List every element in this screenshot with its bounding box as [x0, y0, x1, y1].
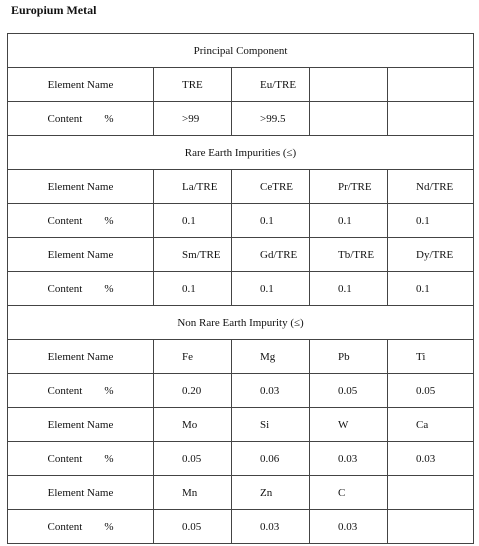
element-name-cell: Pr/TRE: [310, 170, 388, 204]
content-value: [310, 102, 388, 136]
content-label: Content: [47, 520, 83, 533]
element-name-row: [8, 408, 474, 442]
element-name-cell: CeTRE: [232, 170, 310, 204]
element-name-cell: Fe: [154, 340, 232, 374]
element-name-label: Element Name: [8, 340, 154, 374]
content-row: [8, 204, 474, 238]
element-name-cell: [388, 476, 474, 510]
element-name-row: [8, 68, 474, 102]
content-value: 0.1: [310, 204, 388, 238]
element-name-cell: Sm/TRE: [154, 238, 232, 272]
element-name-cell: Ti: [388, 340, 474, 374]
element-name-cell: [310, 68, 388, 102]
content-value: [388, 102, 474, 136]
section-heading: Rare Earth Impurities (≤): [8, 136, 474, 170]
content-unit: %: [104, 282, 114, 295]
element-name-label: Element Name: [8, 476, 154, 510]
element-name-cell: Mn: [154, 476, 232, 510]
content-value: 0.1: [232, 204, 310, 238]
element-name-label: Element Name: [8, 238, 154, 272]
element-name-row: [8, 238, 474, 272]
content-value: 0.1: [232, 272, 310, 306]
content-label: Content: [47, 282, 83, 295]
element-name-cell: Pb: [310, 340, 388, 374]
content-value: 0.05: [310, 374, 388, 408]
element-name-row: [8, 170, 474, 204]
content-value: 0.1: [154, 204, 232, 238]
section-heading: Principal Component: [8, 34, 474, 68]
content-value: 0.1: [388, 272, 474, 306]
section-heading: Non Rare Earth Impurity (≤): [8, 306, 474, 340]
element-name-cell: Eu/TRE: [232, 68, 310, 102]
element-name-cell: Nd/TRE: [388, 170, 474, 204]
element-name-row: [8, 340, 474, 374]
element-name-label: Element Name: [8, 170, 154, 204]
content-label-cell: [8, 510, 154, 544]
content-value: 0.1: [388, 204, 474, 238]
element-name-cell: Si: [232, 408, 310, 442]
content-label-cell: [8, 374, 154, 408]
content-value: 0.03: [232, 510, 310, 544]
element-name-cell: W: [310, 408, 388, 442]
content-label: Content: [47, 452, 83, 465]
content-value: 0.05: [154, 442, 232, 476]
element-name-cell: [388, 68, 474, 102]
content-label: Content: [47, 214, 83, 227]
content-row: [8, 510, 474, 544]
element-name-cell: Mg: [232, 340, 310, 374]
composition-table: [7, 33, 474, 544]
section-heading-row: [8, 34, 474, 68]
content-label: Content: [47, 112, 83, 125]
element-name-cell: Gd/TRE: [232, 238, 310, 272]
content-value: 0.1: [310, 272, 388, 306]
section-heading-row: [8, 136, 474, 170]
content-value: 0.03: [310, 510, 388, 544]
content-value: >99.5: [232, 102, 310, 136]
document-title: Europium Metal: [11, 3, 97, 17]
content-row: [8, 102, 474, 136]
element-name-label: Element Name: [8, 68, 154, 102]
content-label-cell: [8, 442, 154, 476]
content-value: [388, 510, 474, 544]
element-name-cell: Zn: [232, 476, 310, 510]
content-unit: %: [104, 112, 114, 125]
section-heading-row: [8, 306, 474, 340]
element-name-cell: Mo: [154, 408, 232, 442]
content-unit: %: [104, 520, 114, 533]
content-label-cell: [8, 204, 154, 238]
element-name-cell: C: [310, 476, 388, 510]
content-unit: %: [104, 452, 114, 465]
element-name-label: Element Name: [8, 408, 154, 442]
content-value: 0.03: [388, 442, 474, 476]
content-row: [8, 272, 474, 306]
content-row: [8, 374, 474, 408]
element-name-cell: TRE: [154, 68, 232, 102]
content-value: 0.03: [310, 442, 388, 476]
content-value: 0.20: [154, 374, 232, 408]
content-row: [8, 442, 474, 476]
content-unit: %: [104, 214, 114, 227]
content-label-cell: [8, 272, 154, 306]
element-name-cell: Ca: [388, 408, 474, 442]
content-value: 0.03: [232, 374, 310, 408]
content-label: Content: [47, 384, 83, 397]
element-name-row: [8, 476, 474, 510]
content-value: 0.06: [232, 442, 310, 476]
content-value: 0.05: [388, 374, 474, 408]
content-value: >99: [154, 102, 232, 136]
element-name-cell: Tb/TRE: [310, 238, 388, 272]
element-name-cell: La/TRE: [154, 170, 232, 204]
content-value: 0.1: [154, 272, 232, 306]
element-name-cell: Dy/TRE: [388, 238, 474, 272]
content-unit: %: [104, 384, 114, 397]
content-value: 0.05: [154, 510, 232, 544]
content-label-cell: [8, 102, 154, 136]
